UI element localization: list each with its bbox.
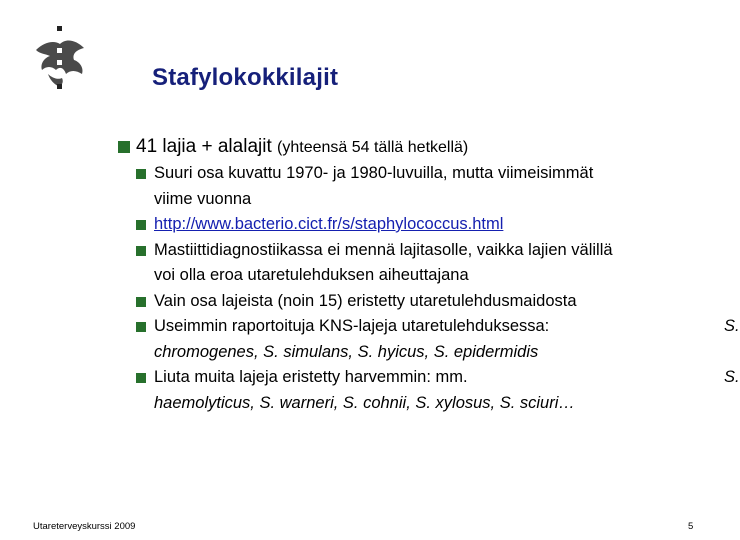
list-item: [136, 365, 740, 416]
page-number: 5: [688, 521, 694, 532]
bullet-square-icon: [136, 297, 146, 307]
bullet-text: 41 lajia + alalajit: [136, 136, 272, 157]
bullet-text-continued: voi olla eroa utaretulehduksen aiheuttajana: [154, 266, 469, 284]
bullet-square-icon: [118, 141, 130, 153]
bullet-text: Mastiittidiagnostiikassa ei mennä lajitasolle, vaikka lajien välillä: [154, 240, 613, 259]
slide-title: Stafylokokkilajit: [152, 64, 339, 91]
staphylococcus-link[interactable]: http://www.bacterio.cict.fr/s/staphylococcus.html: [154, 215, 504, 233]
bullet-square-icon: [136, 246, 146, 256]
bullet-square-icon: [136, 169, 146, 179]
list-item: [136, 314, 740, 365]
list-item: [136, 238, 718, 289]
bullet-square-icon: [136, 220, 146, 230]
university-logo-icon: [26, 24, 96, 94]
footer-course-name: Utareterveyskurssi 2009: [33, 521, 136, 532]
bullet-text-right: S.: [724, 368, 740, 386]
bullet-square-icon: [136, 322, 146, 332]
bullet-text-continued: chromogenes, S. simulans, S. hyicus, S. epidermidis: [154, 342, 539, 361]
bullet-list: [118, 133, 740, 416]
list-item: [136, 161, 718, 212]
bullet-text-right: S.: [724, 317, 740, 335]
bullet-text-continued: viime vuonna: [154, 189, 252, 208]
bullet-text: Liuta muita lajeja eristetty harvemmin: mm.: [154, 368, 468, 386]
bullet-text: Useimmin raportoituja KNS-lajeja utaretulehduksessa:: [154, 317, 550, 335]
list-item: [118, 133, 718, 161]
bullet-text: Suuri osa kuvattu 1970- ja 1980-luvuilla, mutta viimeisimmät: [154, 164, 594, 182]
sub-list: [118, 161, 740, 416]
bullet-text-continued: haemolyticus, S. warneri, S. cohnii, S. xylosus, S. sciuri…: [154, 393, 575, 412]
bullet-text: Vain osa lajeista (noin 15) eristetty utaretulehdusmaidosta: [154, 291, 577, 310]
bullet-text-small: (yhteensä 54 tällä hetkellä): [277, 139, 469, 156]
bullet-square-icon: [136, 373, 146, 383]
list-item: [136, 212, 718, 238]
list-item: [136, 289, 718, 315]
